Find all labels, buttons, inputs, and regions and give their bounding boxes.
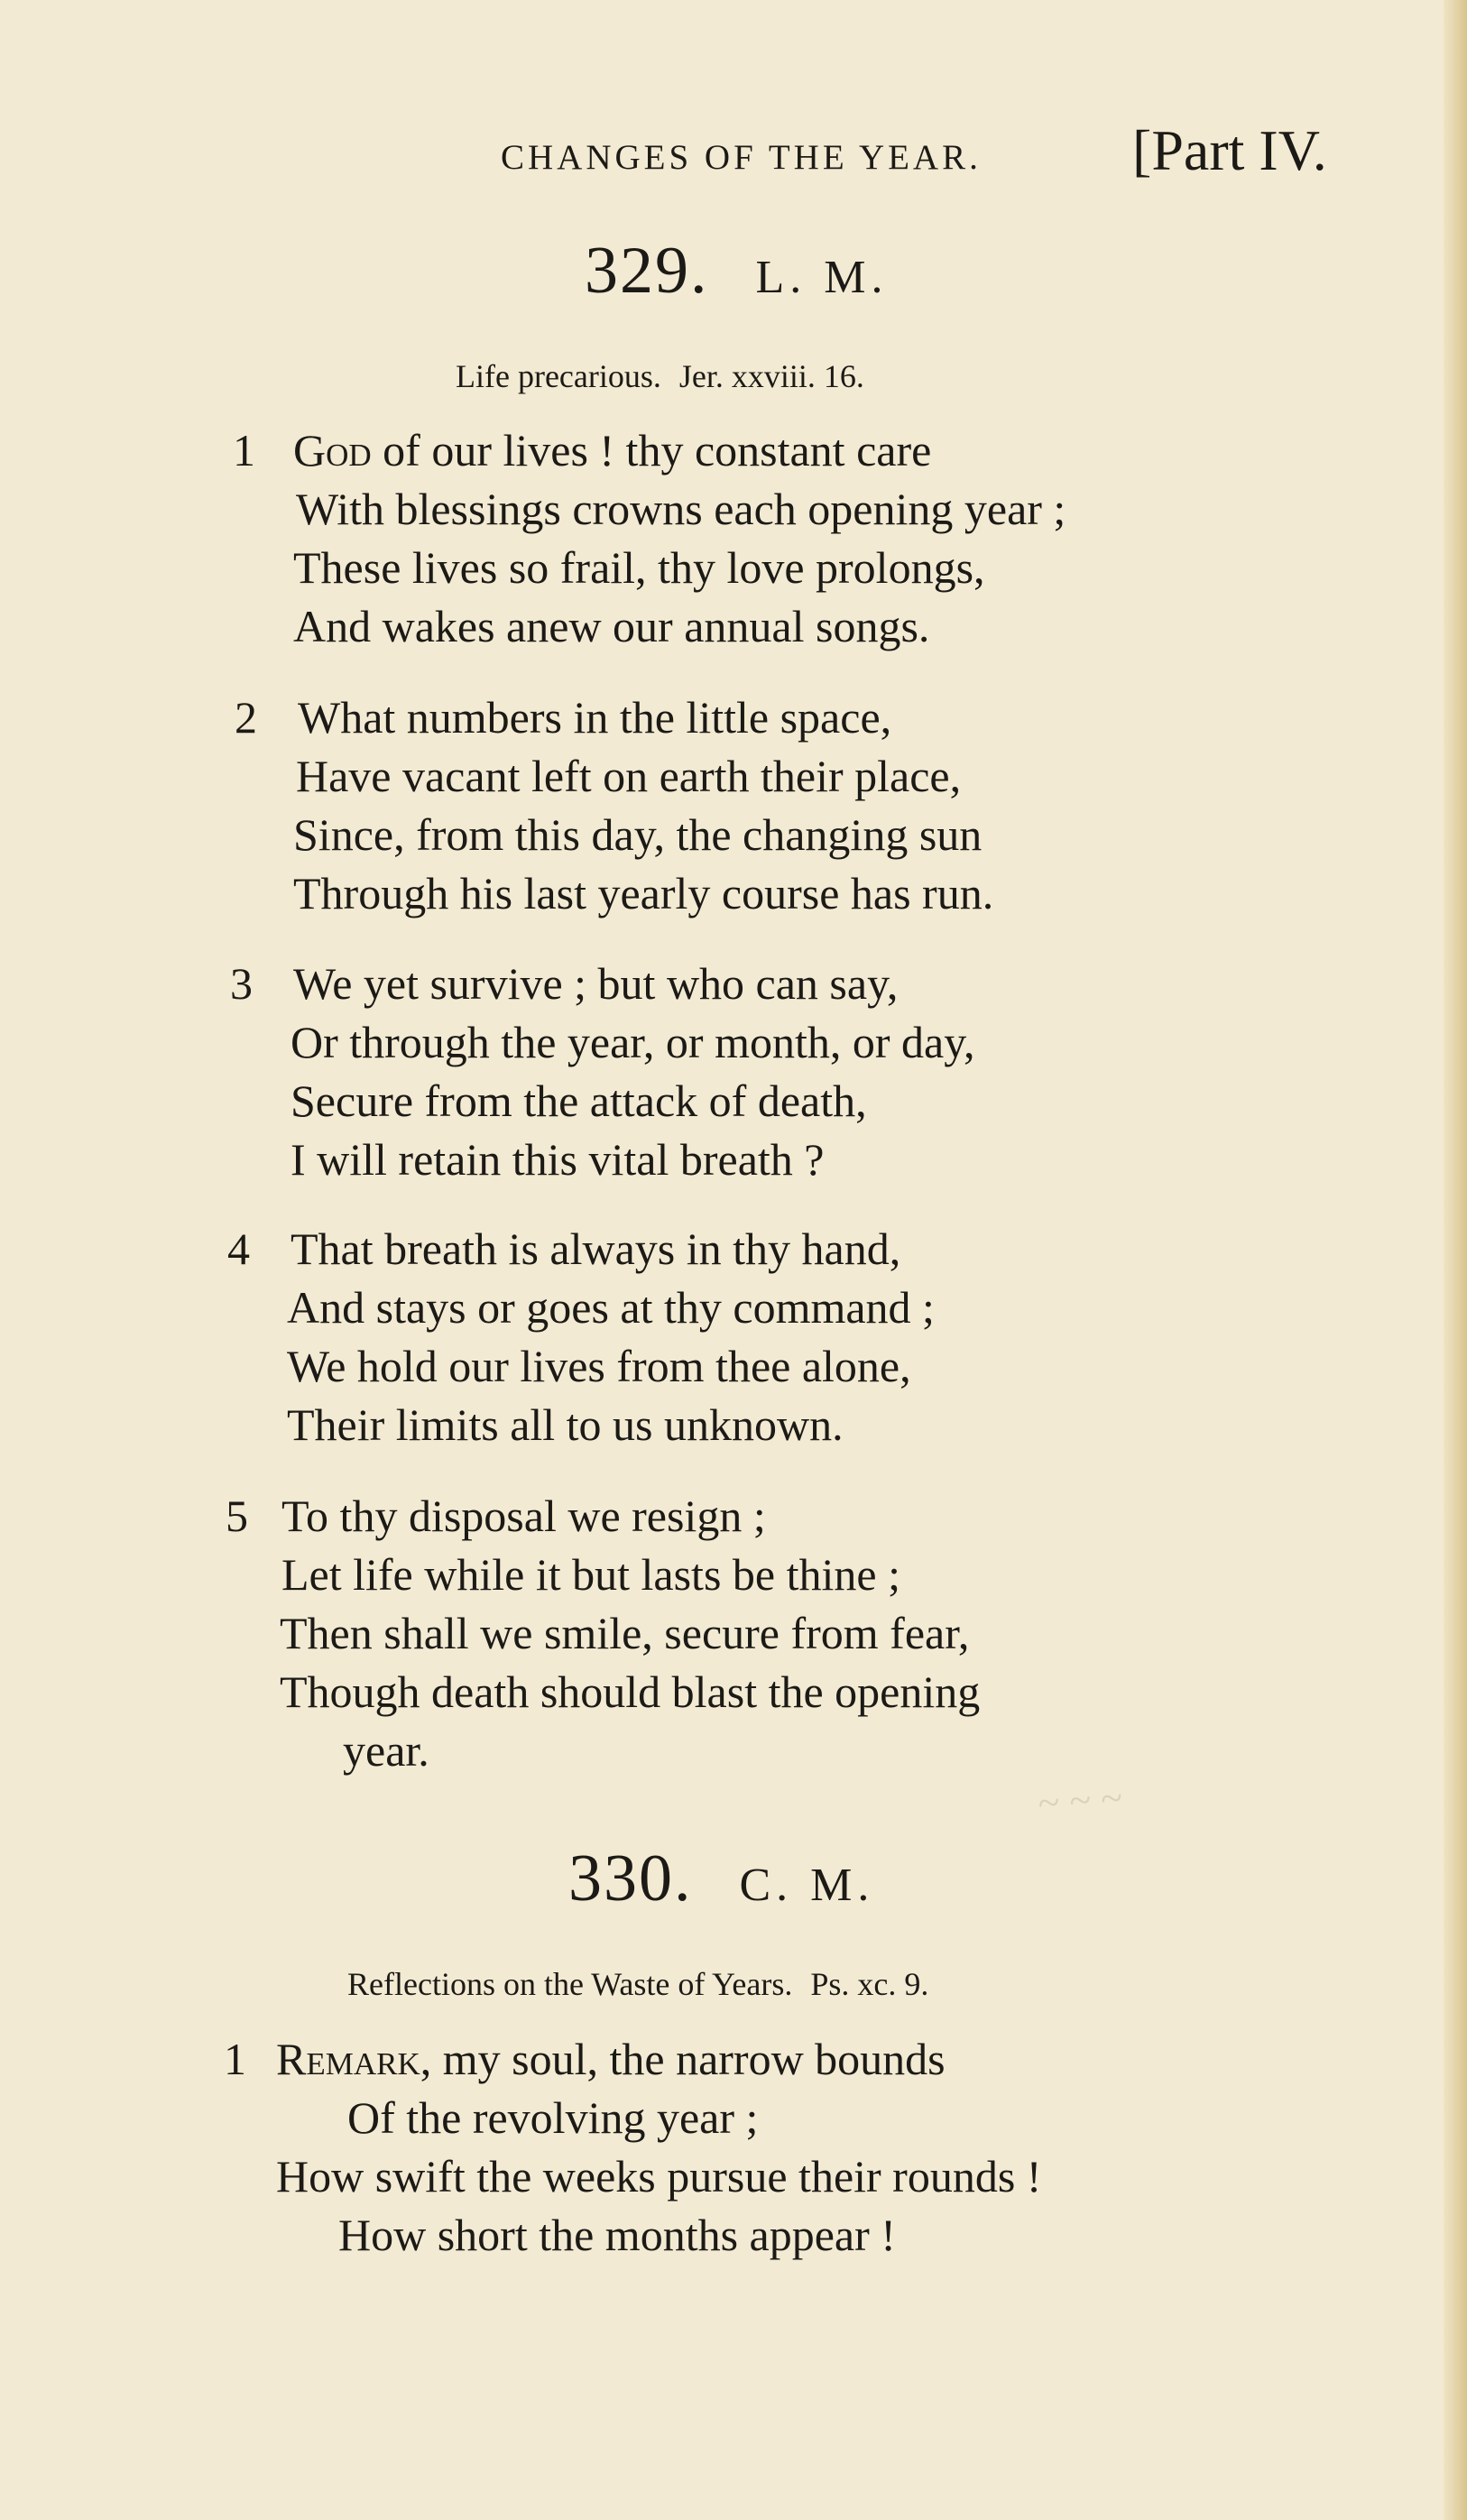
verse-line: How short the months appear ! bbox=[338, 2210, 896, 2260]
running-head-title: CHANGES OF THE YEAR. bbox=[501, 138, 982, 177]
faint-stamp-mark: ~ ~ ~ bbox=[1036, 1775, 1124, 1826]
hymn-number: 329. bbox=[585, 234, 709, 308]
verse-line bbox=[276, 2033, 946, 2085]
verse-line: Their limits all to us unknown. bbox=[287, 1399, 844, 1450]
running-head-part: [Part IV. bbox=[1132, 118, 1327, 182]
verse-line: To thy disposal we resign ; bbox=[281, 1491, 766, 1541]
hymn-330-subtitle bbox=[347, 1965, 928, 2003]
verse-line: These lives so frail, thy love prolongs, bbox=[293, 542, 985, 593]
verse-line-text: of our lives ! thy constant care bbox=[371, 425, 932, 475]
verse-line: Though death should blast the opening bbox=[280, 1666, 981, 1717]
verse-line bbox=[293, 424, 931, 476]
scripture-reference: Jer. xxviii. 16. bbox=[678, 358, 864, 394]
verse-number: 1 bbox=[224, 2034, 246, 2084]
verse-line: What numbers in the little space, bbox=[298, 692, 892, 743]
subtitle-text: Reflections on the Waste of Years. bbox=[347, 1966, 793, 2002]
hymn-meter: C. M. bbox=[739, 1860, 875, 1911]
verse-first-word: God bbox=[293, 425, 372, 475]
hymn-number: 330. bbox=[568, 1842, 693, 1915]
verse-number: 4 bbox=[227, 1223, 250, 1274]
verse-number: 5 bbox=[226, 1491, 248, 1541]
verse-line: How swift the weeks pursue their rounds ! bbox=[276, 2151, 1042, 2202]
hymn-meter: L. M. bbox=[755, 252, 889, 303]
verse-line: I will retain this vital breath ? bbox=[291, 1134, 825, 1185]
verse-line: Have vacant left on earth their place, bbox=[296, 751, 962, 801]
verse-line: Since, from this day, the changing sun bbox=[293, 809, 983, 860]
verse-line: We yet survive ; but who can say, bbox=[293, 958, 899, 1009]
running-head bbox=[501, 117, 1385, 189]
hymn-329-heading bbox=[585, 233, 889, 309]
page-edge bbox=[1444, 0, 1467, 2520]
verse-line: That breath is always in thy hand, bbox=[291, 1223, 901, 1274]
verse-line-text: my soul, the narrow bounds bbox=[431, 2034, 946, 2084]
verse-line: Secure from the attack of death, bbox=[291, 1075, 867, 1126]
verse-number: 1 bbox=[233, 425, 255, 475]
verse-number: 2 bbox=[235, 692, 257, 743]
verse-line: Let life while it but lasts be thine ; bbox=[281, 1549, 900, 1600]
verse-first-word: Remark, bbox=[276, 2034, 432, 2084]
scripture-reference: Ps. xc. 9. bbox=[810, 1966, 929, 2002]
verse-line: And stays or goes at thy command ; bbox=[287, 1282, 935, 1333]
verse-line: And wakes anew our annual songs. bbox=[293, 601, 930, 651]
hymn-330-heading bbox=[568, 1841, 874, 1917]
verse-number: 3 bbox=[230, 958, 253, 1009]
verse-line: year. bbox=[343, 1725, 429, 1776]
verse-line: Then shall we smile, secure from fear, bbox=[280, 1608, 970, 1658]
subtitle-text: Life precarious. bbox=[456, 358, 661, 394]
verse-line: Of the revolving year ; bbox=[347, 2092, 759, 2143]
verse-line: Or through the year, or month, or day, bbox=[291, 1017, 975, 1067]
verse-line: With blessings crowns each opening year ; bbox=[296, 484, 1066, 534]
verse-line: We hold our lives from thee alone, bbox=[287, 1341, 911, 1391]
verse-line: Through his last yearly course has run. bbox=[293, 868, 994, 918]
hymn-329-subtitle bbox=[456, 357, 864, 395]
